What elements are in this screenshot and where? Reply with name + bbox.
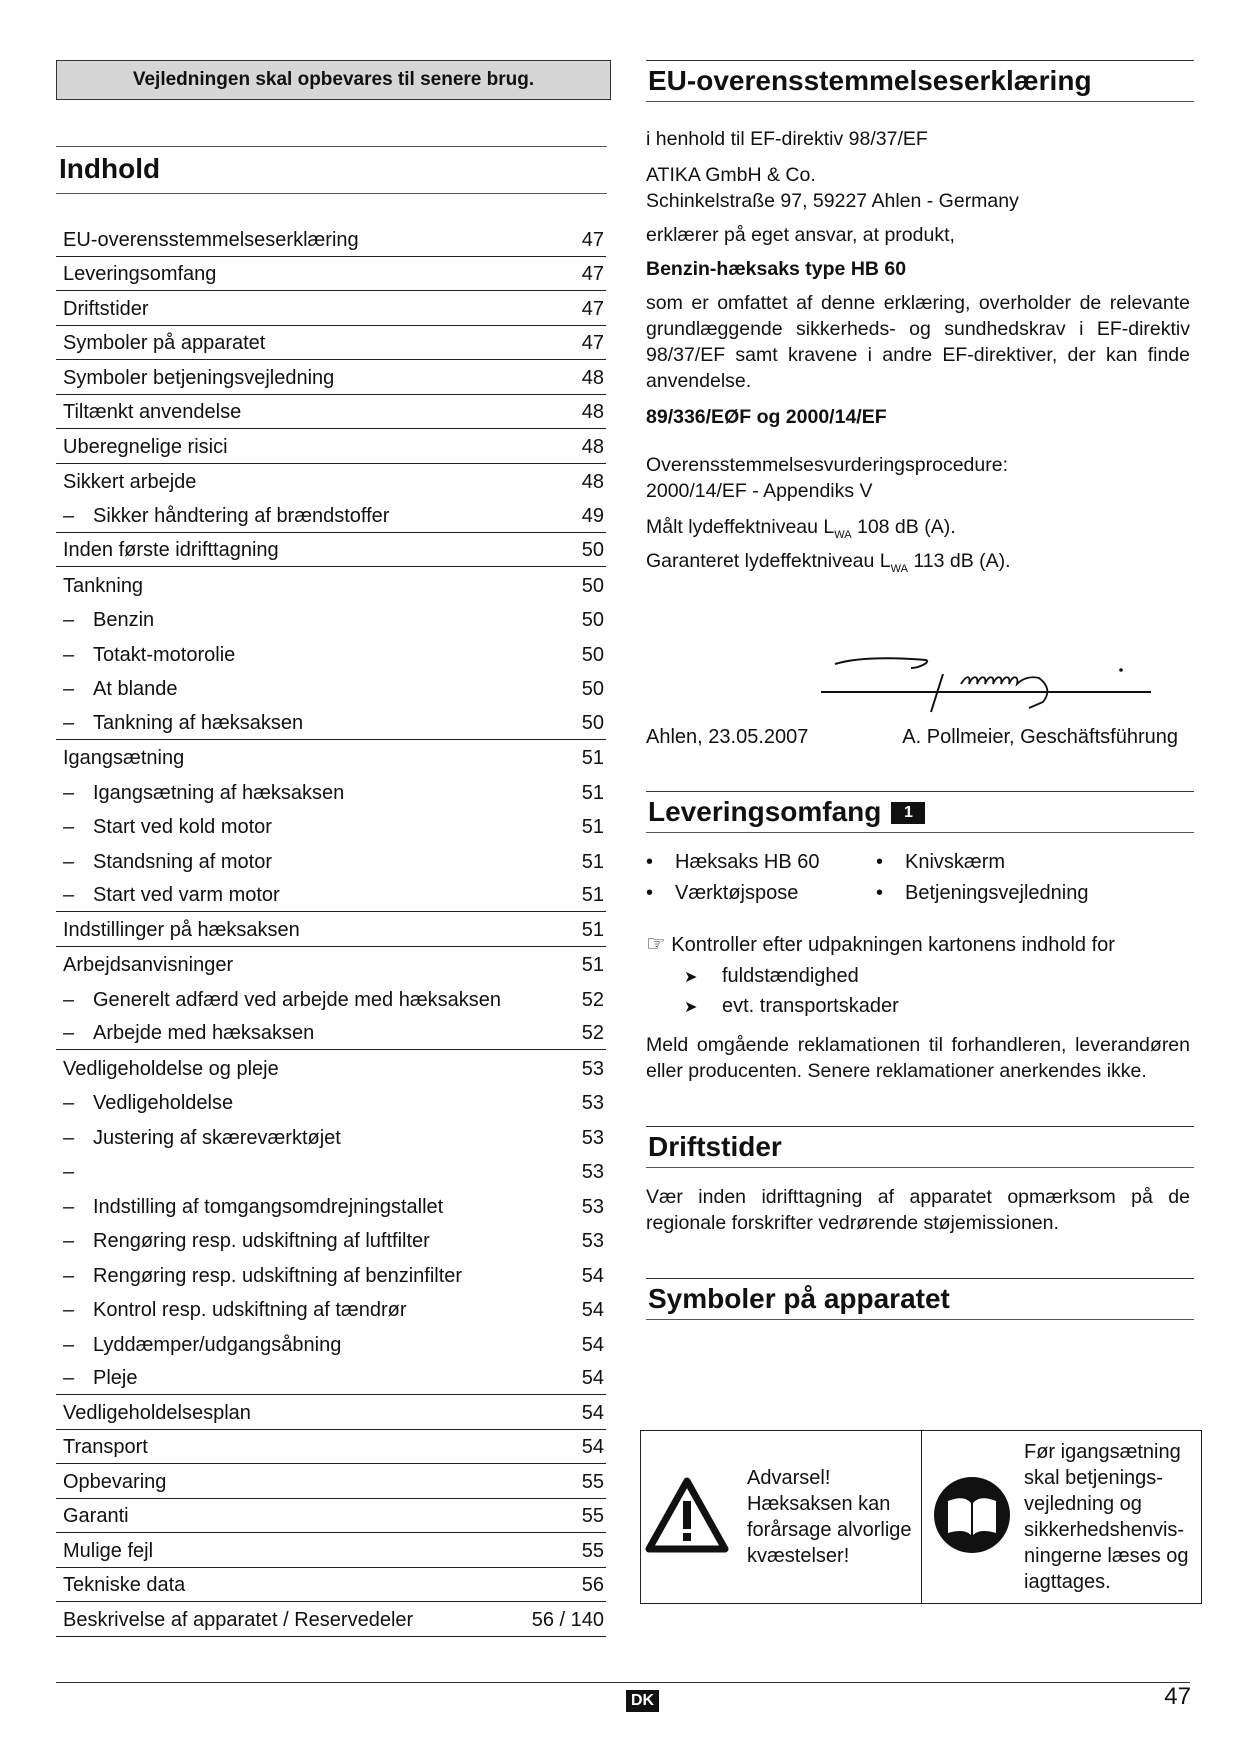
symbol-text-line: Hæksaksen kan [747, 1493, 891, 1515]
toc-page: 50 [581, 539, 604, 561]
toc-page: 51 [581, 747, 604, 769]
toc-label: Tankning [63, 574, 144, 597]
warning-cell [641, 1431, 921, 1603]
eu-declaration-heading: EU-overensstemmelseserklæring [646, 60, 1194, 102]
pointing-hand-icon: ☞ [646, 930, 666, 956]
toc-label: – Rengøring resp. udskiftning af luftfilter [63, 1230, 430, 1253]
toc-row [56, 671, 606, 706]
symbol-text-line: forårsage alvorlige [747, 1519, 912, 1541]
symbol-text-line: vejledning og [1024, 1493, 1142, 1515]
toc-label: – At blande [63, 678, 178, 701]
toc-page: 52 [581, 988, 604, 1011]
toc-label: – Rengøring resp. udskiftning af benzinfilter [63, 1265, 462, 1288]
toc-row [56, 705, 606, 740]
toc-label: – Pleje [63, 1367, 137, 1390]
toc-label: Beskrivelse af apparatet / Reservedeler [63, 1608, 414, 1631]
toc-row [56, 498, 606, 533]
toc-label: – Totakt-motorolie [63, 644, 235, 667]
toc-label: – Benzin [63, 609, 154, 632]
symbol-text-line: iagttages. [1024, 1571, 1111, 1593]
toc-label: – Igangsætning af hæksaksen [63, 782, 344, 805]
symbols-table [640, 1430, 1202, 1604]
toc-page: 53 [581, 1126, 604, 1149]
toc-label: – Start ved kold motor [63, 816, 272, 839]
toc-row [56, 878, 606, 913]
toc-label: Uberegnelige risici [63, 435, 228, 458]
check-list [684, 962, 1190, 1022]
check-item: ➤ fuldstændighed [684, 962, 1190, 992]
table-of-contents [56, 222, 606, 1637]
toc-row [56, 1568, 606, 1603]
eu-body: som er omfattet af denne erklæring, overholder de relevante grundlæggende sikkerheds- og sundhedskrav i EF-direktiv 98/37/EF samt kravene i andre EF-direktiver, der kan finde anvendelse. [646, 292, 1190, 392]
eu-product: Benzin-hæksaks type HB 60 [646, 258, 907, 280]
toc-page: 51 [581, 850, 604, 873]
toc-row [56, 1395, 606, 1430]
toc-label: – Indstilling af tomgangsomdrejningstallet [63, 1196, 443, 1219]
eu-measured-level: Målt lydeffektniveau $L_{WA}$ 108 dB (A). [646, 516, 956, 541]
toc-row [56, 1223, 606, 1258]
toc-row [56, 774, 606, 809]
toc-page: 55 [581, 1539, 604, 1562]
delivery-column-1 [646, 847, 876, 909]
manual-cell [921, 1431, 1201, 1603]
toc-row [56, 395, 606, 430]
toc-page: 56 [581, 1574, 604, 1596]
toc-page: 50 [581, 678, 604, 700]
toc-row [56, 257, 606, 292]
toc-page: 54 [581, 1299, 604, 1321]
check-instruction: ☞ Kontroller efter udpakningen kartonens indhold for [646, 930, 1115, 956]
toc-row [56, 1326, 606, 1361]
toc-row [56, 291, 606, 326]
toc-row [56, 1050, 606, 1085]
toc-page: 51 [581, 816, 604, 838]
toc-label: – Justering af skæreværktøjet [63, 1127, 341, 1150]
toc-label: – Tankning af hæksaksen [63, 712, 303, 735]
symbol-text-line: Advarsel! [747, 1467, 831, 1489]
toc-label: Inden første idrifttagning [63, 539, 279, 561]
toc-row [56, 1119, 606, 1154]
toc-page: 54 [581, 1367, 604, 1389]
toc-label: – Start ved varm motor [63, 884, 280, 907]
toc-page: 48 [581, 366, 604, 389]
toc-row [56, 1430, 606, 1465]
toc-row [56, 1464, 606, 1499]
toc-row [56, 1085, 606, 1120]
left-column [56, 60, 606, 1637]
toc-page: 54 [581, 1264, 604, 1287]
toc-page: 50 [581, 609, 604, 631]
toc-row [56, 1154, 606, 1189]
toc-page: 47 [581, 332, 604, 354]
footer-divider [56, 1682, 1190, 1683]
delivery-list [646, 847, 1190, 909]
toc-label: Vedligeholdelse og pleje [63, 1057, 279, 1080]
signature-line [646, 726, 1190, 749]
toc-page: 49 [581, 504, 604, 527]
symbol-text-line: skal betjenings- [1024, 1467, 1163, 1489]
toc-row [56, 1499, 606, 1534]
right-column [646, 60, 1190, 1320]
symbol-text-line: sikkerhedshenvis- [1024, 1519, 1185, 1541]
toc-label [63, 1161, 93, 1184]
figure-badge: 1 [891, 802, 925, 824]
toc-page: 53 [581, 1161, 604, 1183]
toc-row [56, 222, 606, 257]
place-date: Ahlen, 23.05.2007 [646, 725, 809, 748]
toc-label: Tiltænkt anvendelse [63, 401, 242, 423]
warning-triangle-icon [645, 1477, 729, 1558]
toc-page: 53 [581, 1092, 604, 1114]
toc-label: Mulige fejl [63, 1539, 154, 1562]
operating-times-heading: Driftstider [646, 1126, 1194, 1168]
symbol-text-line: Før igangsætning [1024, 1441, 1181, 1463]
toc-page: 52 [581, 1022, 604, 1044]
toc-label: – Generelt adfærd ved arbejde med hæksaksen [63, 989, 501, 1012]
toc-label: Driftstider [63, 297, 149, 320]
toc-row [56, 602, 606, 637]
toc-label: Tekniske data [63, 1574, 186, 1596]
toc-page: 55 [581, 1470, 604, 1493]
toc-label: Symboler betjeningsvejledning [63, 366, 335, 389]
toc-row [56, 464, 606, 499]
toc-page: 53 [581, 1230, 604, 1252]
toc-label: Arbejdsanvisninger [63, 954, 234, 976]
toc-page: 47 [581, 228, 604, 251]
toc-label: Indstillinger på hæksaksen [63, 918, 300, 941]
symbol-text-line: kvæstelser! [747, 1545, 850, 1567]
delivery-item: • Betjeningsvejledning [876, 878, 1106, 909]
toc-label: Opbevaring [63, 1470, 167, 1493]
toc-page: 51 [581, 884, 604, 906]
toc-page: 48 [581, 401, 604, 423]
eu-procedure-value: 2000/14/EF - Appendiks V [646, 480, 873, 502]
toc-page: 50 [581, 643, 604, 666]
toc-label: EU-overensstemmelseserklæring [63, 228, 359, 251]
toc-row [56, 947, 606, 982]
toc-row [56, 567, 606, 602]
toc-page: 54 [581, 1401, 604, 1424]
toc-row [56, 912, 606, 947]
toc-page: 51 [581, 781, 604, 804]
manual-text [1024, 1439, 1189, 1595]
eu-guaranteed-level: Garanteret lydeffektniveau $L_{WA}$ 113 dB (A). [646, 549, 1011, 575]
toc-page: 53 [581, 1057, 604, 1080]
signature [821, 652, 1161, 722]
delivery-column-2 [876, 847, 1106, 909]
symbols-heading: Symboler på apparatet [646, 1278, 1194, 1320]
toc-row [56, 843, 606, 878]
toc-page: 47 [581, 263, 604, 285]
delivery-item: • Knivskærm [876, 847, 1106, 878]
toc-row [56, 1292, 606, 1327]
toc-page: 48 [581, 471, 604, 493]
eu-directives2: 89/336/EØF og 2000/14/EF [646, 406, 887, 428]
toc-label: Igangsætning [63, 747, 185, 769]
toc-row [56, 1361, 606, 1396]
toc-page: 54 [581, 1333, 604, 1356]
toc-label: Vedligeholdelsesplan [63, 1401, 251, 1424]
eu-declare: erklærer på eget ansvar, at produkt, [646, 224, 955, 246]
delivery-item: • Værktøjspose [646, 878, 876, 909]
warning-text [747, 1465, 912, 1569]
toc-row [56, 360, 606, 395]
toc-label: Garanti [63, 1505, 129, 1527]
toc-label: – Standsning af motor [63, 851, 272, 874]
toc-row [56, 533, 606, 568]
toc-row [56, 1188, 606, 1223]
toc-label: – Arbejde med hæksaksen [63, 1022, 314, 1045]
toc-label: Symboler på apparatet [63, 332, 266, 354]
toc-page: 50 [581, 574, 604, 597]
check-item: ➤ evt. transportskader [684, 992, 1190, 1022]
toc-row [56, 981, 606, 1016]
country-code: DK [626, 1690, 659, 1712]
toc-page: 53 [581, 1195, 604, 1218]
toc-page: 48 [581, 435, 604, 458]
toc-heading: Indhold [56, 146, 607, 194]
toc-page: 56 / 140 [531, 1608, 604, 1631]
toc-label: Leveringsomfang [63, 263, 217, 285]
toc-row [56, 1533, 606, 1568]
eu-company: ATIKA GmbH & Co. [646, 164, 816, 186]
keep-manual-notice: Vejledningen skal opbevares til senere brug. [56, 60, 611, 100]
toc-label: Transport [63, 1436, 148, 1458]
toc-row [56, 326, 606, 361]
eu-procedure-label: Overensstemmelsesvurderingsprocedure: [646, 454, 1008, 476]
toc-label: – Kontrol resp. udskiftning af tændrør [63, 1299, 406, 1322]
toc-label: – Sikker håndtering af brændstoffer [63, 505, 389, 528]
delivery-item: • Hæksaks HB 60 [646, 847, 876, 878]
eu-directive: i henhold til EF-direktiv 98/37/EF [646, 128, 928, 150]
toc-row [56, 429, 606, 464]
page-number: 47 [1164, 1683, 1191, 1710]
toc-row [56, 1016, 606, 1051]
toc-row [56, 809, 606, 844]
toc-page: 55 [581, 1505, 604, 1527]
read-manual-icon [932, 1475, 1012, 1560]
operating-times-body: Vær inden idrifttagning af apparatet opmærksom på de regionale forskrifter vedrørende støjemissionen. [646, 1185, 1190, 1234]
toc-page: 54 [581, 1436, 604, 1458]
toc-label: – Vedligeholdelse [63, 1092, 233, 1115]
toc-row [56, 1257, 606, 1292]
delivery-heading: Leveringsomfang 1 [646, 791, 1194, 833]
toc-row [56, 740, 606, 775]
toc-page: 47 [581, 297, 604, 320]
toc-row [56, 1602, 606, 1637]
toc-row [56, 636, 606, 671]
symbol-text-line: ningerne læses og [1024, 1545, 1189, 1567]
signatory: A. Pollmeier, Geschäftsführung [902, 725, 1178, 748]
toc-page: 51 [581, 954, 604, 976]
toc-page: 51 [581, 918, 604, 941]
toc-page: 50 [581, 711, 604, 734]
eu-address: Schinkelstraße 97, 59227 Ahlen - Germany [646, 190, 1019, 212]
complaint-note: Meld omgående reklamationen til forhandleren, leverandøren eller producenten. Senere reklamationer anerkendes ikke. [646, 1033, 1190, 1082]
toc-label: Sikkert arbejde [63, 471, 197, 493]
toc-label: – Lyddæmper/udgangsåbning [63, 1334, 341, 1357]
